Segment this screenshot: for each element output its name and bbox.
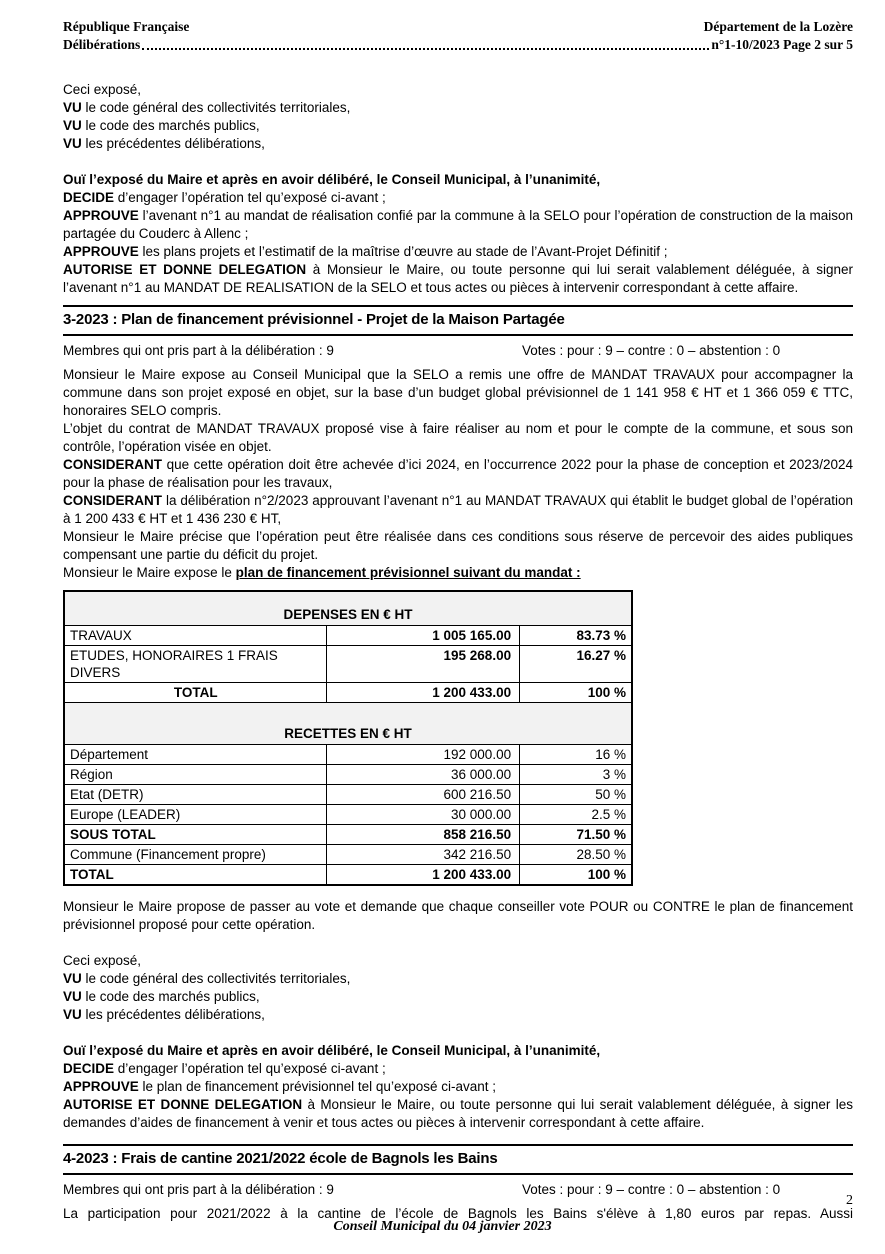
paragraph-text: Ceci exposé, [63,953,142,968]
section-heading-3-2023: 3-2023 : Plan de financement prévisionnel - Projet de la Maison Partagée [63,305,853,336]
paragraph-vu-2 [63,988,853,1006]
cell-amount: 1 200 433.00 [327,865,520,886]
paragraph-text: que cette opération doit être achevée d’ici 2024, en l’occurrence 2022 pour la phase de conception et 2023/2024 pour la phase de réalisation pour les travaux, [63,457,853,490]
table-row [64,765,632,785]
table-row [64,785,632,805]
paragraph-vu-3 [63,1006,853,1024]
table-subtotal-row [64,825,632,845]
cell-amount: 30 000.00 [327,805,520,825]
paragraph-autorise-delegation [63,1096,853,1132]
table-total-row [64,865,632,886]
table-title-depenses: DEPENSES EN € HT [64,591,632,626]
paragraph-text: à Monsieur le Maire, ou toute personne qui lui serait valablement déléguée, à signer l’avenant n°1 au MANDAT DE REALISATION de la SELO et tous actes ou pièces à intervenir correspondant à cette affaire. [63,262,853,295]
table-section-header-row [64,591,632,626]
page-number: 2 [846,1193,853,1208]
table-total-row [64,683,632,703]
cell-label: SOUS TOTAL [64,825,327,845]
table-row [64,845,632,865]
header-row-1 [63,18,853,35]
cell-label: TRAVAUX [64,626,327,646]
members-count: Membres qui ont pris part à la délibération : 9 [63,1182,334,1197]
lead-word: CONSIDERANT [63,493,163,508]
cell-amount: 342 216.50 [327,845,520,865]
paragraph-expose-mandat: Monsieur le Maire expose au Conseil Municipal que la SELO a remis une offre de MANDAT TRAVAUX pour accompagner la commune dans son projet exposé en objet, sur la base d’un budget global prévisionnel de 1 141 958 € HT et 1 366 059 € TTC, honoraires SELO compris. [63,367,853,418]
cell-label: Commune (Financement propre) [64,845,327,865]
lead-word: VU [63,118,82,133]
cell-amount: 195 268.00 [327,646,520,683]
deliberation-2-conclusion [63,81,853,297]
cell-percent: 28.50 % [520,845,632,865]
header-page-ref: n°1-10/2023 Page 2 sur 5 [711,37,853,52]
lead-word: VU [63,989,82,1004]
paragraph-text: le code général des collectivités territoriales, [81,100,351,115]
lead-word: VU [63,1007,82,1022]
paragraph-text: Ceci exposé, [63,82,142,97]
paragraph-approuve-plan [63,1078,853,1096]
paragraph-ceci-expose [63,81,853,99]
header-republique: République Française [63,19,190,34]
blank-line [63,153,853,171]
paragraph-text: les précédentes délibérations, [81,136,265,151]
cell-amount: 36 000.00 [327,765,520,785]
cell-label: Région [64,765,327,785]
cell-label: ETUDES, HONORAIRES 1 FRAIS DIVERS [64,646,327,683]
paragraph-oui-expose: Ouï l’exposé du Maire et après en avoir délibéré, le Conseil Municipal, à l’unanimité, [63,1043,601,1058]
paragraph-objet-contrat: L’objet du contrat de MANDAT TRAVAUX proposé vise à faire réaliser au nom et pour le compte de la commune, et sous son contrôle, l’opération visée en objet. [63,421,853,454]
paragraph-oui-expose: Ouï l’exposé du Maire et après en avoir délibéré, le Conseil Municipal, à l’unanimité, [63,172,601,187]
paragraph-text: d’engager l’opération tel qu’exposé ci-avant ; [114,190,386,205]
underlined-phrase: plan de financement prévisionnel suivant du mandat : [235,565,581,580]
paragraph-ceci-expose [63,952,853,970]
lead-word: AUTORISE ET DONNE DELEGATION [63,1097,303,1112]
paragraph-text: les plans projets et l’estimatif de la maîtrise d’œuvre au stade de l’Avant-Projet Définitif ; [138,244,668,259]
table-section-header-row [64,703,632,745]
paragraph-text: les précédentes délibérations, [81,1007,265,1022]
lead-word: APPROUVE [63,1079,139,1094]
cell-amount: 192 000.00 [327,745,520,765]
paragraph-autorise-delegation [63,261,853,297]
table-row [64,805,632,825]
paragraph-text: d’engager l’opération tel qu’exposé ci-avant ; [114,1061,386,1076]
financing-table [63,590,633,886]
cell-percent: 2.5 % [520,805,632,825]
section-heading-4-2023: 4-2023 : Frais de cantine 2021/2022 école de Bagnols les Bains [63,1144,853,1175]
lead-word: AUTORISE ET DONNE DELEGATION [63,262,307,277]
cell-label: TOTAL [64,683,327,703]
cell-percent: 71.50 % [520,825,632,845]
footer-session-date: Conseil Municipal du 04 janvier 2023 [333,1219,552,1234]
paragraph-text: le code général des collectivités territoriales, [81,971,351,986]
document-header [63,18,853,53]
blank-line [63,934,853,952]
cell-percent: 3 % [520,765,632,785]
cell-percent: 83.73 % [520,626,632,646]
paragraph-text: le plan de financement prévisionnel tel qu’exposé ci-avant ; [138,1079,496,1094]
cell-amount: 600 216.50 [327,785,520,805]
cell-label: Département [64,745,327,765]
header-row-2 [63,36,853,53]
paragraph-text: Monsieur le Maire expose le [63,565,236,580]
table-row [64,626,632,646]
paragraph-vu-3 [63,135,853,153]
paragraph-decide [63,189,853,207]
cell-label: TOTAL [64,865,327,886]
members-count: Membres qui ont pris part à la délibération : 9 [63,343,334,358]
paragraph-text: le code des marchés publics, [81,118,260,133]
paragraph-considerant-1 [63,456,853,492]
paragraph-decide [63,1060,853,1078]
lead-word: DECIDE [63,190,115,205]
table-row [64,745,632,765]
paragraph-considerant-2 [63,492,853,528]
paragraph-maire-precise: Monsieur le Maire précise que l’opération peut être réalisée dans ces conditions sous réserve de percevoir des aides publiques compensant une partie du déficit du projet. [63,529,853,562]
paragraph-vu-1 [63,970,853,988]
header-deliberations-label: Délibérations [63,37,141,52]
table-row [64,646,632,683]
cell-percent: 50 % [520,785,632,805]
cell-amount: 1 005 165.00 [327,626,520,646]
cell-label: Europe (LEADER) [64,805,327,825]
paragraph-vu-1 [63,99,853,117]
paragraph-text: à Monsieur le Maire, ou toute personne qui lui serait valablement déléguée, à signer les demandes d’aides de financement à venir et tous actes ou pièces à intervenir correspondant à cette affaire. [63,1097,853,1130]
paragraph-expose-plan [63,564,853,582]
cell-percent: 100 % [520,683,632,703]
page-content [63,18,853,1223]
lead-word: APPROUVE [63,244,139,259]
paragraph-text: le code des marchés publics, [81,989,260,1004]
votes-count: Votes : pour : 9 – contre : 0 – abstention : 0 [522,1182,781,1197]
paragraph-approuve-avenant [63,207,853,243]
paragraph-text: l’avenant n°1 au mandat de réalisation confié par la commune à la SELO pour l’opération de construction de la maison partagée du Couderc à Allenc ; [63,208,853,241]
paragraph-vu-2 [63,117,853,135]
cell-amount: 1 200 433.00 [327,683,520,703]
votes-count: Votes : pour : 9 – contre : 0 – abstention : 0 [522,343,781,358]
paragraph-cantine-participation: La participation pour 2021/2022 à la cantine de l’école de Bagnols les Bains s'élève à 1,80 euros par repas. Aussi [63,1206,853,1221]
dotted-leader [142,48,709,50]
cell-percent: 16.27 % [520,646,632,683]
lead-word: DECIDE [63,1061,115,1076]
cell-percent: 16 % [520,745,632,765]
lead-word: VU [63,100,82,115]
header-departement: Département de la Lozère [703,19,853,34]
cell-percent: 100 % [520,865,632,886]
paragraph-text: la délibération n°2/2023 approuvant l’avenant n°1 au MANDAT TRAVAUX qui établit le budget global de l’opération à 1 200 433 € HT et 1 436 230 € HT, [63,493,853,526]
deliberation-3-conclusion [63,952,853,1132]
lead-word: VU [63,136,82,151]
paragraph-approuve-plans [63,243,853,261]
cell-label: Etat (DETR) [64,785,327,805]
paragraph-passer-au-vote: Monsieur le Maire propose de passer au vote et demande que chaque conseiller vote POUR ou CONTRE le plan de financement prévisionnel proposé pour cette opération. [63,899,853,932]
deliberation-meta-3 [63,342,853,360]
lead-word: VU [63,971,82,986]
cell-amount: 858 216.50 [327,825,520,845]
blank-line [63,1024,853,1042]
lead-word: CONSIDERANT [63,457,163,472]
lead-word: APPROUVE [63,208,139,223]
table-title-recettes: RECETTES EN € HT [64,703,632,745]
